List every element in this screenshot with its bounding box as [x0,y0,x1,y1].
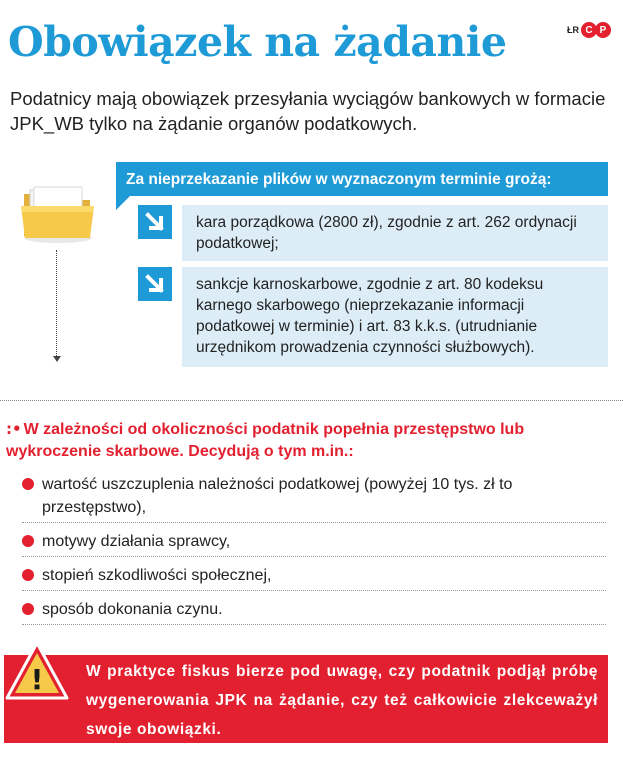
bullet-dot-icon [22,535,34,547]
list-item [22,598,612,621]
timeline-line [56,250,57,360]
list-item-text: sposób dokonania czynu. [42,601,223,618]
bullet-dot-icon [22,569,34,581]
publisher-logo-p: P [595,22,611,38]
bullet-dot-icon [22,603,34,615]
list-divider [22,590,606,591]
credit-author: ŁR [567,25,579,35]
section-divider [0,400,623,401]
list-item-text: stopień szkodliwości społecznej, [42,567,272,584]
arrow-down-right-icon [138,267,172,301]
timeline-arrow-icon [53,356,61,362]
warning-icon [4,640,70,702]
list-item [22,530,612,553]
folder-icon [18,182,98,244]
list-divider [22,624,606,625]
warning-symbol: ! [30,663,44,696]
warning-banner: W praktyce fiskus bierze pod uwagę, czy podatnik podjął próbę wygenerowania JPK na żądanie, czy też całkowicie zlekceważył swoje obowiązki. [4,655,608,743]
credit [567,22,611,38]
arrow-down-right-icon [138,205,172,239]
page-title: Obowiązek na żądanie [8,18,507,66]
penalty-text: kara porządkowa (2800 zł), zgodnie z art. 262 ordynacji podatkowej; [182,205,608,261]
circumstances-intro [6,418,618,463]
lead-paragraph: Podatnicy mają obowiązek przesyłania wyciągów bankowych w formacie JPK_WB tylko na żądanie organów podatkowych. [10,88,606,134]
publisher-logo [583,22,611,38]
colon-marker-icon: :• [6,420,22,438]
penalty-text: sankcje karnoskarbowe, zgodnie z art. 80 kodeksu karnego skarbowego (nieprzekazanie informacji podatkowej w terminie) i art. 83 k.k.s. (utrudnianie urzędnikom prowadzenia czynności służbowych). [182,267,608,367]
list-item [22,564,612,587]
list-item [22,473,612,519]
list-divider [22,556,606,557]
circumstances-intro-text: W zależności od okoliczności podatnik popełnia przestępstwo lub wykroczenie skarbowe. Decydują o tym m.in.: [6,421,525,460]
bullet-dot-icon [22,478,34,490]
list-item-text: wartość uszczuplenia należności podatkowej (powyżej 10 tys. zł to przestępstwo), [42,476,513,516]
list-item-text: motywy działania sprawcy, [42,533,231,550]
list-divider [22,522,606,523]
publisher-logo-c: C [581,22,597,38]
penalties-header-tail [116,196,130,210]
penalties-header: Za nieprzekazanie plików w wyznaczonym terminie grożą: [116,162,608,196]
